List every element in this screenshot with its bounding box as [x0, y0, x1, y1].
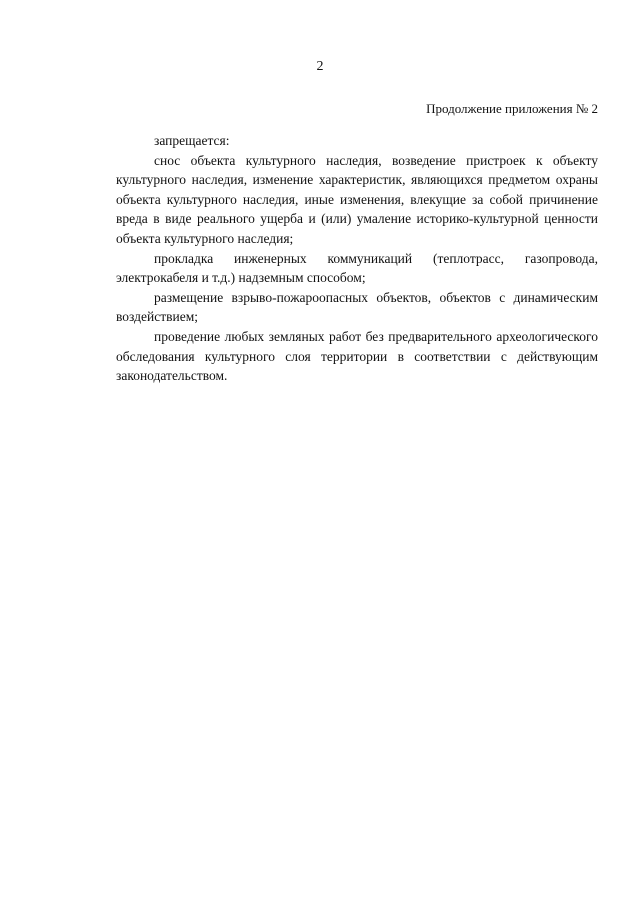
paragraph-hazardous-objects: размещение взрыво-пожароопасных объектов, объектов с динамическим воздействием;	[116, 289, 598, 325]
paragraph-utilities: прокладка инженерных коммуникаций (теплотрасс, газопровода, электрокабеля и т.д.) надземным способом;	[116, 250, 598, 286]
document-body	[116, 131, 598, 386]
appendix-continuation-note: Продолжение приложения № 2	[426, 101, 598, 116]
page-number: 2	[316, 59, 324, 74]
paragraph-prohibited-intro: запрещается:	[154, 133, 230, 148]
paragraph-demolition: снос объекта культурного наследия, возведение пристроек к объекту культурного наследия, изменение характеристик, являющихся предметом охраны объекта культурного наследия, иные изменения, влекущие за собой причинение вреда в виде реального ущерба и (или) умаление историко-культурной ценности объекта культурного наследия;	[116, 152, 598, 246]
paragraph-earthworks: проведение любых земляных работ без предварительного археологического обследования культурного слоя территории в соответствии с действующим законодательством.	[116, 328, 598, 384]
